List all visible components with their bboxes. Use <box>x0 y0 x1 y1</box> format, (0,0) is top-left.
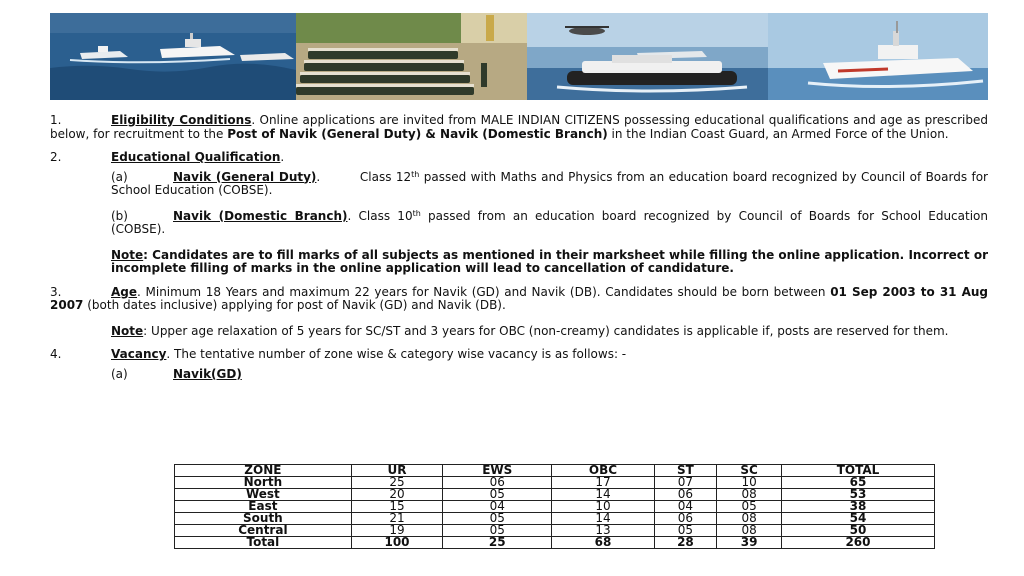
item-label: (a) <box>111 366 128 381</box>
coast-guard-boats-photo <box>50 13 296 100</box>
section-number: 4. <box>50 347 62 361</box>
header-ews: EWS <box>443 465 552 477</box>
table-row <box>175 525 935 537</box>
table-cell: 04 <box>654 501 717 513</box>
table-cell: 100 <box>351 537 442 549</box>
table-header-row <box>175 465 935 477</box>
section-heading: Vacancy <box>111 347 167 361</box>
note-label: Note <box>111 323 144 338</box>
table-cell: 14 <box>552 513 654 525</box>
header-sc: SC <box>717 465 782 477</box>
table-cell: 06 <box>654 513 717 525</box>
total-cell: 50 <box>781 525 934 537</box>
header-st: ST <box>654 465 717 477</box>
table-row <box>175 477 935 489</box>
section-text: in the Indian Coast Guard, an Armed Force of the Union. <box>607 126 949 141</box>
zone-cell: Total <box>175 537 352 549</box>
education-note <box>111 249 988 276</box>
section-education <box>50 151 988 165</box>
note-text: : Candidates are to fill marks of all subjects as mentioned in their marksheet while filling the online application. Incorrect or incomplete filling of marks in the online application will lead to cancellation of candidature. <box>111 247 988 275</box>
table-cell: 05 <box>443 489 552 501</box>
item-text: Class 12 <box>359 169 412 184</box>
post-name: Post of Navik (General Duty) & Navik (Domestic Branch) <box>227 126 608 141</box>
table-total-row <box>175 537 935 549</box>
header-zone: ZONE <box>175 465 352 477</box>
zone-cell: West <box>175 489 352 501</box>
total-cell: 38 <box>781 501 934 513</box>
table-cell: 28 <box>654 537 717 549</box>
zone-cell: South <box>175 513 352 525</box>
table-cell: 05 <box>654 525 717 537</box>
table-cell: 05 <box>443 525 552 537</box>
total-cell: 260 <box>781 537 934 549</box>
item-text: passed from an education board recognized by Council of Boards for School Education (COBSE). <box>111 208 988 236</box>
section-text: (both dates inclusive) applying for post of Navik (GD) and Navik (DB). <box>83 298 506 312</box>
section-number: 1. <box>50 113 62 127</box>
qualification-gd <box>111 171 988 198</box>
section-eligibility <box>50 114 988 141</box>
vacancy-table <box>174 464 935 549</box>
total-cell: 54 <box>781 513 934 525</box>
table-cell: 14 <box>552 489 654 501</box>
table-cell: 06 <box>443 477 552 489</box>
qualification-db <box>111 210 988 237</box>
section-heading: Eligibility Conditions <box>111 113 252 127</box>
item-label: (b) <box>111 208 128 223</box>
table-row <box>175 501 935 513</box>
patrol-vessel-photo <box>768 13 988 100</box>
item-title: Navik (Domestic Branch) <box>173 208 348 223</box>
section-vacancy <box>50 348 988 362</box>
section-text: . The tentative number of zone wise & category wise vacancy is as follows: - <box>166 347 627 361</box>
zone-cell: North <box>175 477 352 489</box>
item-title: Navik(GD) <box>173 366 242 381</box>
header-total: TOTAL <box>781 465 934 477</box>
table-row <box>175 489 935 501</box>
table-row <box>175 513 935 525</box>
birth-date-range: 01 Sep 2003 to 31 Aug 2007 <box>50 284 988 312</box>
hovercraft-photo <box>527 13 768 100</box>
total-cell: 53 <box>781 489 934 501</box>
section-heading: Age <box>111 284 138 299</box>
zone-cell: Central <box>175 525 352 537</box>
header-ur: UR <box>351 465 442 477</box>
header-banner <box>50 13 988 100</box>
header-obc: OBC <box>552 465 654 477</box>
item-text: Class 10 <box>358 208 413 223</box>
table-cell: 15 <box>351 501 442 513</box>
document-body <box>50 114 988 381</box>
ordinal-suffix: th <box>412 208 421 218</box>
section-text: . Minimum 18 Years and maximum 22 years for Navik (GD) and Navik (DB). Candidates should be born between <box>137 284 831 299</box>
section-number: 2. <box>50 150 62 164</box>
note-text: : Upper age relaxation of 5 years for SC/ST and 3 years for OBC (non-creamy) candidates is applicable if, posts are reserved for them. <box>143 323 949 338</box>
table-cell: 39 <box>717 537 782 549</box>
item-text: passed with Maths and Physics from an education board recognized by Council of Boards for School Education (COBSE). <box>111 169 988 197</box>
punct: . <box>316 169 321 184</box>
zone-cell: East <box>175 501 352 513</box>
ordinal-suffix: th <box>411 169 420 179</box>
table-cell: 08 <box>717 525 782 537</box>
table-cell: 25 <box>351 477 442 489</box>
table-cell: 06 <box>654 489 717 501</box>
age-note <box>111 325 988 339</box>
item-label: (a) <box>111 169 128 184</box>
item-title: Navik (General Duty) <box>173 169 317 184</box>
section-number: 3. <box>50 284 62 299</box>
table-cell: 08 <box>717 489 782 501</box>
note-label: Note <box>111 247 144 262</box>
table-cell: 19 <box>351 525 442 537</box>
section-heading: Educational Qualification <box>111 150 281 164</box>
table-cell: 10 <box>552 501 654 513</box>
table-cell: 08 <box>717 513 782 525</box>
parade-photo <box>296 13 527 100</box>
punct: . <box>280 150 285 164</box>
vacancy-gd-heading <box>111 368 988 382</box>
punct: . <box>347 208 352 223</box>
table-cell: 05 <box>717 501 782 513</box>
table-cell: 17 <box>552 477 654 489</box>
table-cell: 05 <box>443 513 552 525</box>
table-cell: 21 <box>351 513 442 525</box>
table-cell: 04 <box>443 501 552 513</box>
total-cell: 65 <box>781 477 934 489</box>
table-cell: 13 <box>552 525 654 537</box>
table-cell: 07 <box>654 477 717 489</box>
table-cell: 20 <box>351 489 442 501</box>
table-cell: 10 <box>717 477 782 489</box>
section-text: . Online applications are invited from MALE INDIAN CITIZENS possessing educational qualifications and age as prescribed below, for recruitment to the <box>50 113 988 141</box>
table-cell: 68 <box>552 537 654 549</box>
table-cell: 25 <box>443 537 552 549</box>
section-age <box>50 286 988 313</box>
